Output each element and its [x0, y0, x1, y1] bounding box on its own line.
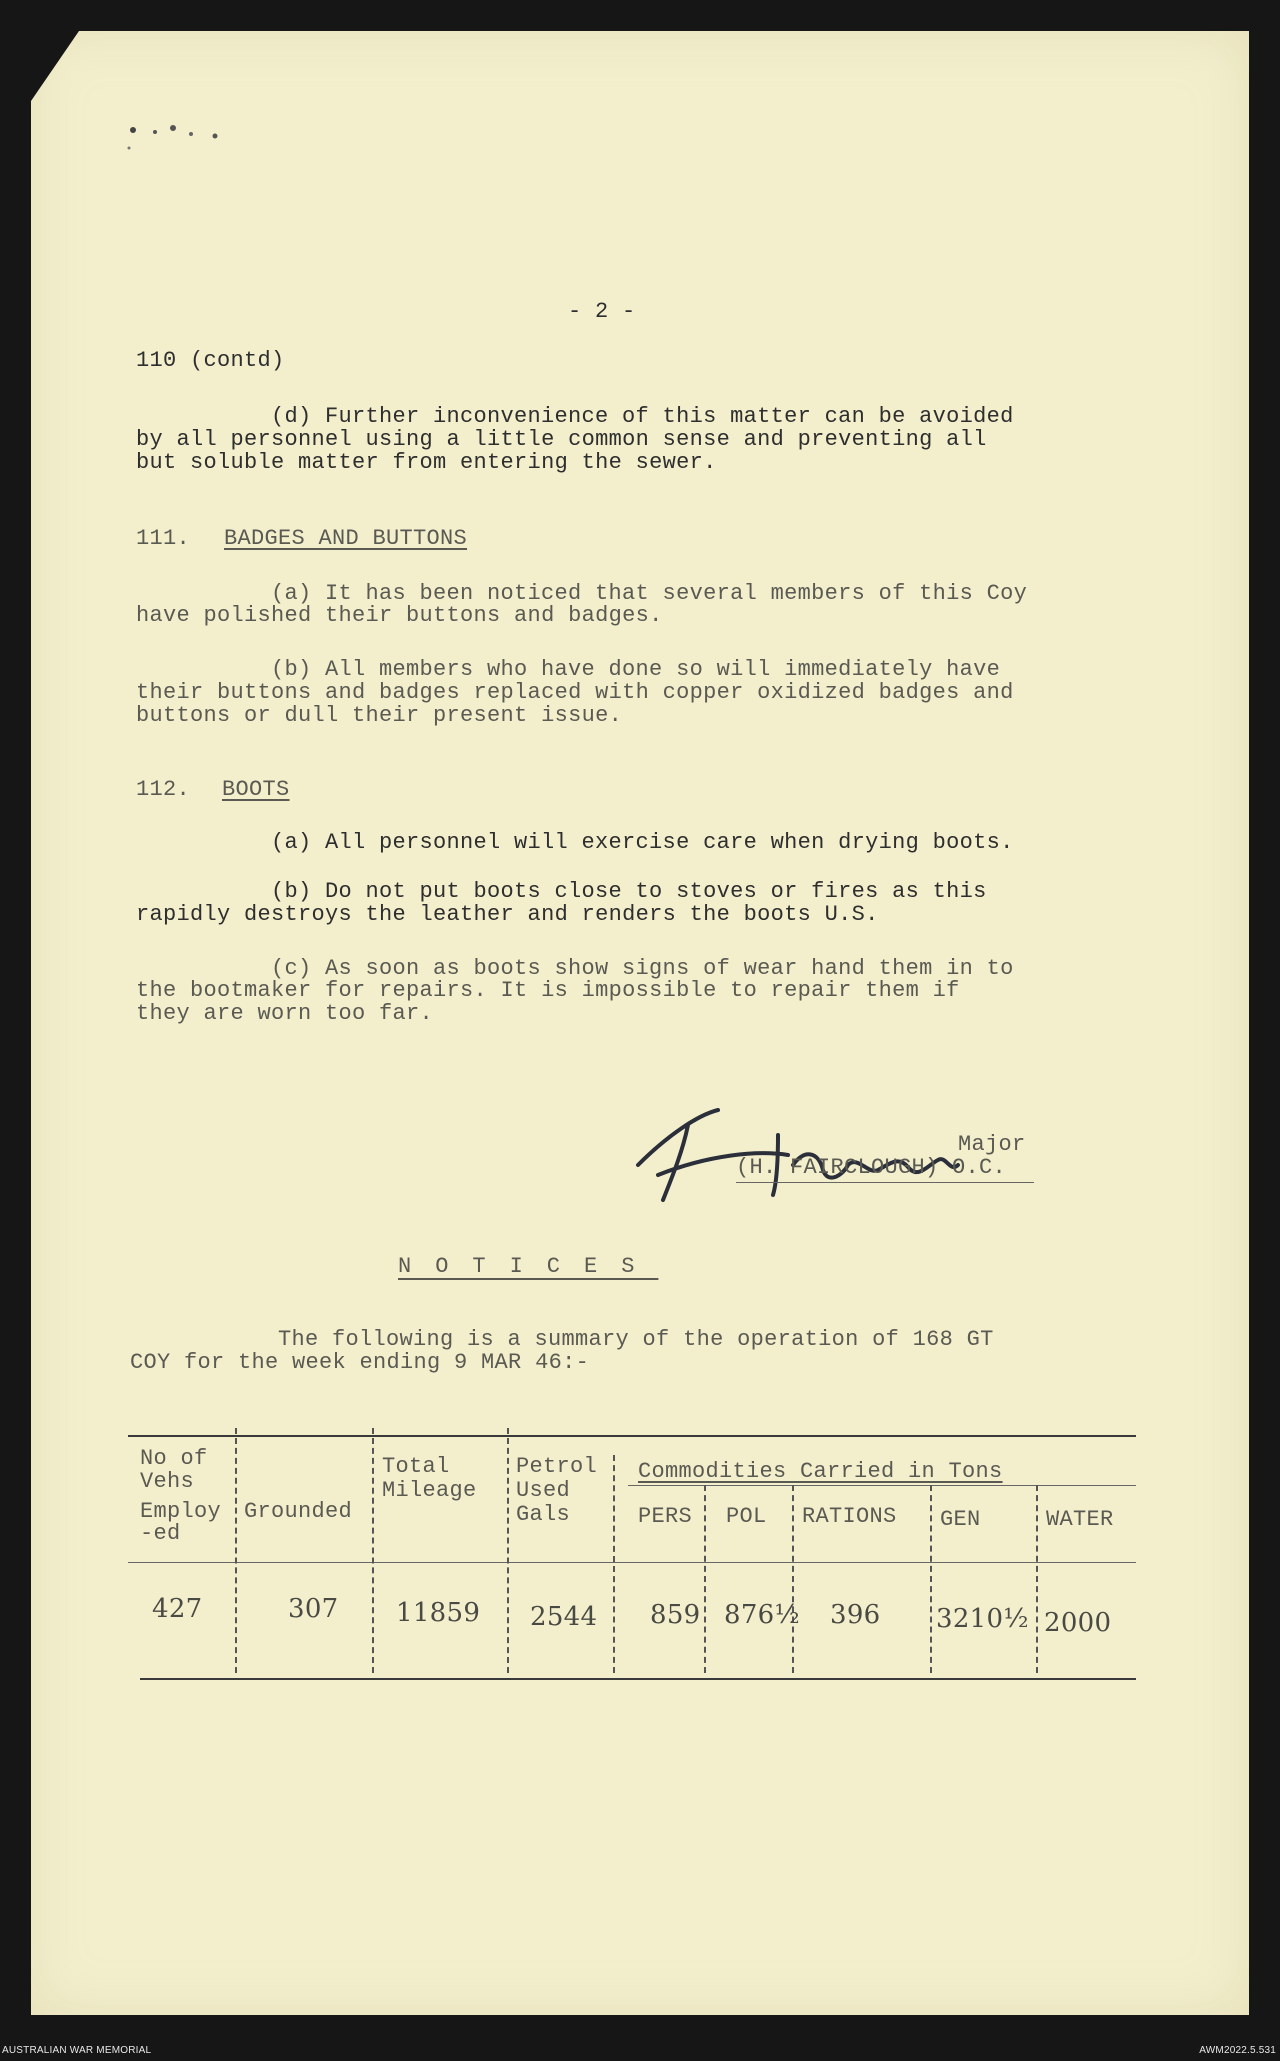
footer-accession: AWM2022.5.531: [1199, 2045, 1276, 2056]
header-pers: PERS: [638, 1504, 693, 1529]
section-112-number: 112.: [136, 777, 191, 802]
summary-line1: The following is a summary of the operation of 168 GT: [278, 1327, 994, 1352]
para-111b-line3: buttons or dull their present issue.: [136, 703, 623, 728]
para-112c-line2: the bootmaker for repairs. It is impossible to repair them if: [136, 978, 960, 1003]
col-divider-3: [507, 1428, 509, 1673]
cell-grounded: 307: [288, 1594, 339, 1624]
cell-gen: 3210½: [936, 1604, 1029, 1634]
header-water: WATER: [1046, 1507, 1114, 1532]
cell-rations: 396: [830, 1600, 881, 1630]
para-111b-line2: their buttons and badges replaced with copper oxidized badges and: [136, 680, 1014, 705]
cell-water: 2000: [1044, 1608, 1112, 1638]
header-gen: GEN: [940, 1507, 981, 1532]
col-divider-1: [235, 1428, 237, 1673]
header-vehs-employed-1: No of: [140, 1446, 208, 1471]
col-divider-5: [704, 1485, 706, 1673]
para-112b-line2: rapidly destroys the leather and renders the boots U.S.: [136, 902, 879, 927]
header-vehs-employed-3: Employ: [140, 1499, 222, 1524]
para-112c-line1: (c) As soon as boots show signs of wear hand them in to: [271, 956, 1014, 981]
cell-pers: 859: [650, 1600, 701, 1630]
para-112c-line3: they are worn too far.: [136, 1001, 434, 1026]
page-number: - 2 -: [568, 299, 636, 324]
para-110d-line3: but soluble matter from entering the sewer.: [136, 450, 717, 475]
cell-total-mileage: 11859: [396, 1598, 481, 1628]
header-pol: POL: [726, 1504, 767, 1529]
col-divider-4: [613, 1455, 615, 1673]
table-header-rule: [128, 1562, 1136, 1563]
header-vehs-employed-2: Vehs: [140, 1469, 195, 1494]
para-110d-line1: (d) Further inconvenience of this matter can be avoided: [271, 404, 1014, 429]
header-rations: RATIONS: [802, 1504, 897, 1529]
header-commodities: Commodities Carried in Tons: [638, 1459, 1003, 1484]
signature-name: (H. FAIRCLOUGH) O.C.: [736, 1155, 1007, 1180]
section-110-contd: 110 (contd): [136, 348, 285, 373]
header-vehs-employed-4: -ed: [140, 1521, 181, 1546]
header-total-mileage-1: Total: [382, 1454, 450, 1479]
header-grounded: Grounded: [244, 1499, 353, 1524]
col-divider-7: [930, 1485, 932, 1673]
signature-rank: Major: [958, 1132, 1026, 1157]
header-petrol-used-3: Gals: [516, 1502, 571, 1527]
para-110d-line2: by all personnel using a little common sense and preventing all: [136, 427, 987, 452]
para-111a-line2: have polished their buttons and badges.: [136, 603, 663, 628]
col-divider-8: [1036, 1485, 1038, 1673]
para-111a-line1: (a) It has been noticed that several members of this Coy: [271, 581, 1028, 606]
summary-line2: COY for the week ending 9 MAR 46:-: [130, 1350, 590, 1375]
para-112a-line1: (a) All personnel will exercise care when drying boots.: [271, 830, 1014, 855]
col-divider-6: [792, 1485, 794, 1673]
para-112b-line1: (b) Do not put boots close to stoves or fires as this: [271, 879, 987, 904]
header-total-mileage-2: Mileage: [382, 1478, 477, 1503]
cell-pol: 876½: [724, 1600, 801, 1630]
col-divider-2: [372, 1428, 374, 1673]
cell-vehs-employed: 427: [152, 1594, 203, 1624]
table-bottom-rule: [140, 1678, 1136, 1680]
header-petrol-used-1: Petrol: [516, 1454, 598, 1479]
ink-smudge: [125, 120, 235, 150]
table-top-rule: [128, 1435, 1136, 1437]
section-111-title: BADGES AND BUTTONS: [224, 526, 468, 551]
section-111-number: 111.: [136, 526, 191, 551]
signature-underline: [736, 1182, 1034, 1183]
cell-petrol-used: 2544: [530, 1602, 598, 1632]
footer-source: AUSTRALIAN WAR MEMORIAL: [2, 2045, 152, 2056]
notices-title: NOTICES: [398, 1254, 659, 1279]
para-111b-line1: (b) All members who have done so will immediately have: [271, 657, 1001, 682]
section-112-title: BOOTS: [222, 777, 290, 802]
header-petrol-used-2: Used: [516, 1478, 571, 1503]
